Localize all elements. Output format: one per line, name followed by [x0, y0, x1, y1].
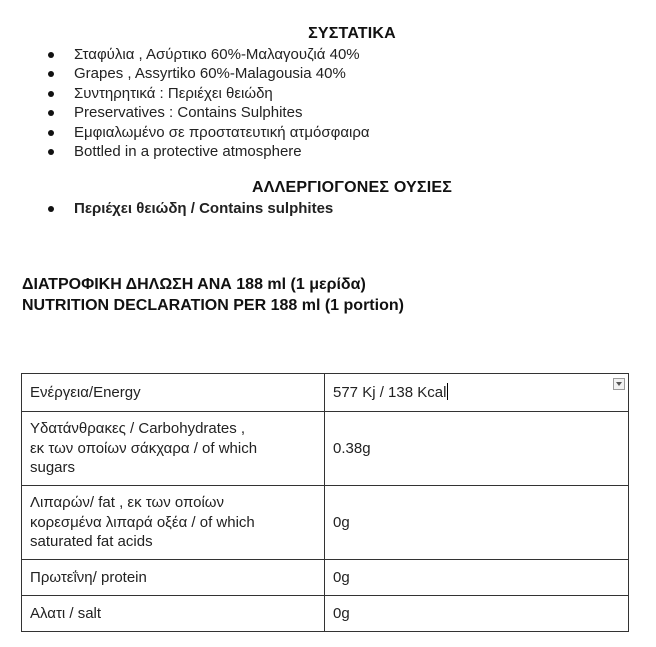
text-cursor	[447, 383, 448, 400]
list-item-text: Συντηρητικά : Περιέχει θειώδη	[74, 84, 273, 102]
ingredients-heading: ΣΥΣΤΑΤΙΚΑ	[308, 25, 396, 42]
bullet-icon	[48, 206, 54, 212]
bullet-icon	[48, 110, 54, 116]
list-item	[48, 45, 370, 64]
carbohydrates-label	[22, 412, 325, 486]
list-item	[48, 84, 370, 103]
allergens-heading: ΑΛΛΕΡΓΙΟΓΟΝΕΣ ΟΥΣΙΕΣ	[251, 179, 453, 196]
ingredients-list	[48, 45, 370, 161]
list-item	[48, 64, 370, 83]
label-line: Υδατάνθρακες / Carbohydrates ,	[30, 420, 246, 438]
nutrition-table	[21, 373, 629, 632]
bullet-icon	[48, 71, 54, 77]
table-row	[22, 374, 629, 412]
label-line: sugars	[30, 459, 76, 477]
table-row	[22, 596, 629, 632]
label-line: saturated fat acids	[30, 533, 153, 551]
salt-value: 0g	[325, 596, 629, 632]
list-item-text: Grapes , Assyrtiko 60%-Malagousia 40%	[74, 65, 346, 83]
list-item	[48, 142, 370, 161]
list-item-text: Preservatives : Contains Sulphites	[74, 104, 303, 122]
fat-label	[22, 486, 325, 560]
list-item-text: Περιέχει θειώδη / Contains sulphites	[74, 200, 334, 217]
carbohydrates-value: 0.38g	[325, 412, 629, 486]
list-item-text: Bottled in a protective atmosphere	[74, 143, 302, 161]
bullet-icon	[48, 149, 54, 155]
table-row	[22, 486, 629, 560]
list-item-text: Σταφύλια , Ασύρτικο 60%-Μαλαγουζιά 40%	[74, 46, 360, 63]
bullet-icon	[48, 91, 54, 97]
table-row	[22, 560, 629, 596]
list-item	[48, 123, 370, 142]
fat-value: 0g	[325, 486, 629, 560]
list-item	[48, 103, 370, 122]
bullet-icon	[48, 130, 54, 136]
energy-label: Ενέργεια/Energy	[22, 374, 325, 412]
protein-value: 0g	[325, 560, 629, 596]
nutrition-title-english: NUTRITION DECLARATION PER 188 ml (1 portion)	[22, 297, 404, 314]
bullet-icon	[48, 52, 54, 58]
list-item-text: Εμφιαλωμένο σε προστατευτική ατμόσφαιρα	[74, 123, 370, 141]
dropdown-arrow-icon[interactable]	[613, 378, 625, 390]
label-line: εκ των οποίων σάκχαρα / of which	[30, 439, 258, 457]
energy-value[interactable]: 577 Kj / 138 Kcal	[333, 383, 447, 401]
allergens-list	[48, 199, 333, 218]
protein-label: Πρωτεΐνη/ protein	[22, 560, 325, 596]
label-line: Λιπαρών/ fat , εκ των οποίων	[30, 494, 225, 512]
table-row	[22, 412, 629, 486]
energy-value-cell[interactable]	[325, 374, 629, 412]
salt-label: Αλατι / salt	[22, 596, 325, 632]
list-item	[48, 199, 333, 218]
nutrition-title-greek: ΔΙΑΤΡΟΦΙΚΗ ΔΗΛΩΣΗ ΑΝΑ 188 ml (1 μερίδα)	[22, 276, 366, 293]
label-line: κορεσμένα λιπαρά οξέα / of which	[30, 513, 255, 531]
